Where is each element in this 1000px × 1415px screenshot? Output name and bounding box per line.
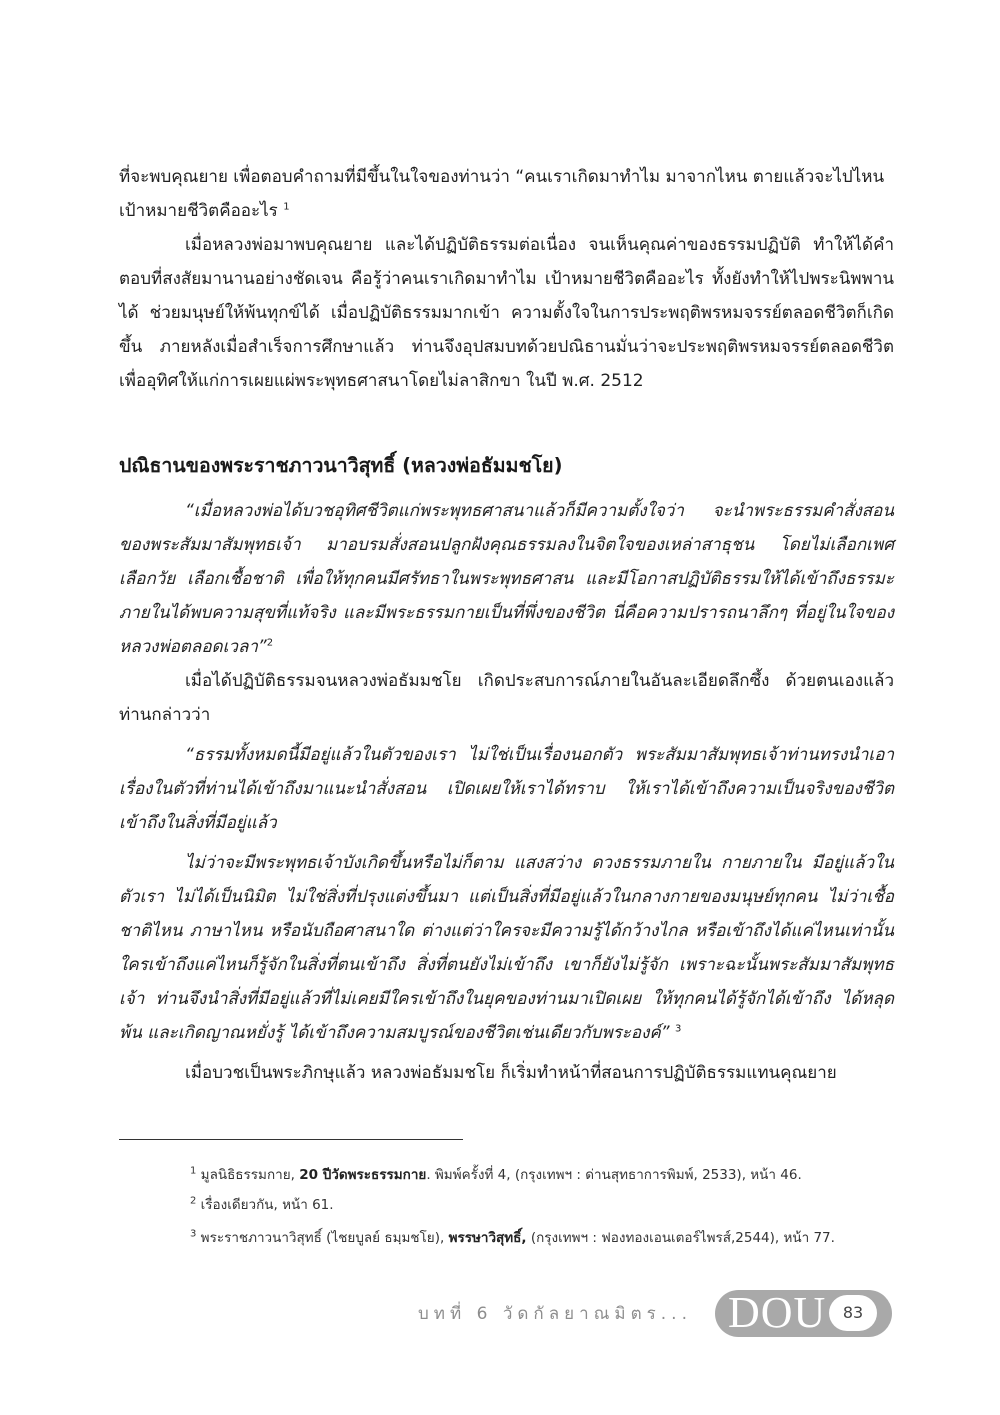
footnote-2-number: 2 (190, 1195, 197, 1207)
dou-logo: DOU (728, 1288, 827, 1337)
body-text-main (119, 494, 894, 1090)
quote-3-text: ไม่ว่าจะมีพระพุทธเจ้าบังเกิดขึ้นหรือไม่ก็ตาม แสงสว่าง ดวงธรรมภายใน กายภายใน มีอยู่แล้วในตัวเรา ไม่ได้เป็นนิมิต ไม่ใช่สิ่งที่ปรุงแต่งขึ้นมา แต่เป็นสิ่งที่มีอยู่แล้วในกลางกายของมนุษย์ทุกคน ไม่ว่าเชื้อชาติไหน ภาษาไหน หรือนับถือศาสนาใด ต่างแต่ว่าใครจะมีความรู้ได้กว้างไกล หรือเข้าถึงได้แค่ไหนเท่านั้น ใครเข้าถึงแค่ไหนก็รู้จักในสิ่งที่ตนเข้าถึง สิ่งที่ตนยังไม่เข้าถึง เขาก็ยังไม่รู้จัก เพราะฉะนั้นพระสัมมาสัมพุทธเจ้า ท่านจึงนำสิ่งที่มีอยู่แล้วที่ไม่เคยมีใครเข้าถึงในยุคของท่านมาเปิดเผย ให้ทุกคนได้รู้จักได้เข้าถึง ได้หลุดพ้น และเกิดญาณหยั่งรู้ ได้เข้าถึงความสมบูรณ์ของชีวิตเช่นเดียวกับพระองค์” (119, 853, 894, 1043)
quote-1-text: “เมื่อหลวงพ่อได้บวชอุทิศชีวิตแก่พระพุทธศาสนาแล้วก็มีความตั้งใจว่า จะนำพระธรรมคำสั่งสอนของพระสัมมาสัมพุทธเจ้า มาอบรมสั่งสอนปลูกฝังคุณธรรมลงในจิตใจของเหล่าสาธุชน โดยไม่เลือกเพศ เลือกวัย เลือกเชื้อชาติ เพื่อให้ทุกคนมีศรัทธาในพระพุทธศาสน และมีโอกาสปฏิบัติธรรมให้ได้เข้าถึงธรรมะภายในได้พบความสุขที่แท้จริง และมีพระธรรมกายเป็นที่พึ่งของชีวิต นี่คือความปรารถนาลึกๆ ที่อยู่ในใจของหลวงพ่อตลอดเวลา” (119, 501, 894, 657)
footnote-3-text: พระราชภาวนาวิสุทธิ์ (ไชยบูลย์ ธมฺมชโย), (200, 1230, 449, 1246)
footnote-2 (190, 1195, 910, 1215)
footnote-ref-1: 1 (283, 201, 290, 213)
footnote-1-detail: . พิมพ์ครั้งที่ 4, (กรุงเทพฯ : ด่านสุทธาการพิมพ์, 2533), หน้า 46. (426, 1167, 802, 1183)
footnote-2-text: เรื่องเดียวกัน, หน้า 61. (200, 1197, 334, 1213)
footnote-ref-3: 3 (675, 1023, 682, 1035)
footnote-3-number: 3 (190, 1228, 197, 1240)
paragraph-4: เมื่อบวชเป็นพระภิกษุแล้ว หลวงพ่อธัมมชโย ก็เริ่มทำหน้าที่สอนการปฏิบัติธรรมแทนคุณยาย (185, 1063, 837, 1083)
quote-1 (119, 494, 894, 664)
footnote-1-text: มูลนิธิธรรมกาย, (200, 1167, 300, 1183)
footnote-3-detail: (กรุงเทพฯ : ฟองทองเอนเตอร์ไพรส์,2544), หน้า 77. (526, 1230, 835, 1246)
footnote-3-title: พรรษาวิสุทธิ์, (448, 1230, 527, 1246)
section-heading: ปณิธานของพระราชภาวนาวิสุทธิ์ (หลวงพ่อธัมมชโย) (119, 454, 563, 477)
footnote-3 (190, 1228, 910, 1248)
footnote-1 (190, 1165, 910, 1185)
paragraph-1-line-1: ที่จะพบคุณยาย เพื่อตอบคำถามที่มีขึ้นในใจของท่านว่า “คนเราเกิดมาทำไม มาจากไหน ตายแล้วจะไปไหน (119, 167, 885, 187)
paragraph-1-line-2: เป้าหมายชีวิตคืออะไร (119, 201, 278, 221)
paragraph-3: เมื่อได้ปฏิบัติธรรมจนหลวงพ่อธัมมชโย เกิดประสบการณ์ภายในอันละเอียดลึกซึ้ง ด้วยตนเองแล้ว ท่านกล่าวว่า (119, 671, 894, 725)
paragraph-1 (119, 160, 894, 228)
footnote-divider (119, 1139, 463, 1140)
paragraph-2: เมื่อหลวงพ่อมาพบคุณยาย และได้ปฏิบัติธรรมต่อเนื่อง จนเห็นคุณค่าของธรรมปฏิบัติ ทำให้ได้คำตอบที่สงสัยมานานอย่างชัดเจน คือรู้ว่าคนเราเกิดมาทำไม เป้าหมายชีวิตคืออะไร ทั้งยังทำให้ไปพระนิพพานได้ ช่วยมนุษย์ให้พ้นทุกข์ได้ เมื่อปฏิบัติธรรมมากเข้า ความตั้งใจในการประพฤติพรหมจรรย์ตลอดชีวิตก็เกิดขึ้น ภายหลังเมื่อสำเร็จการศึกษาแล้ว ท่านจึงอุปสมบทด้วยปณิธานมั่นว่าจะประพฤติพรหมจรรย์ตลอดชีวิต เพื่ออุทิศให้แก่การเผยแผ่พระพุทธศาสนาโดยไม่ลาสิกขา ในปี พ.ศ. 2512 (119, 235, 894, 391)
footnote-1-title: 20 ปีวัดพระธรรมกาย (299, 1167, 427, 1183)
footnote-1-number: 1 (190, 1165, 197, 1177)
chapter-footer: บทที่ 6 วัดกัลยาณมิตร... (418, 1304, 692, 1324)
page-number: 83 (829, 1295, 877, 1331)
footnote-ref-2: 2 (266, 637, 274, 649)
quote-2: “ธรรมทั้งหมดนี้มีอยู่แล้วในตัวของเรา ไม่ใช่เป็นเรื่องนอกตัว พระสัมมาสัมพุทธเจ้าท่านทรงนำเอาเรื่องในตัวที่ท่านได้เข้าถึงมาแนะนำสั่งสอน เปิดเผยให้เราได้ทราบ ให้เราได้เข้าถึงความเป็นจริงของชีวิต เข้าถึงในสิ่งที่มีอยู่แล้ว (119, 745, 894, 833)
body-text-top (119, 160, 894, 398)
quote-3 (119, 846, 894, 1050)
